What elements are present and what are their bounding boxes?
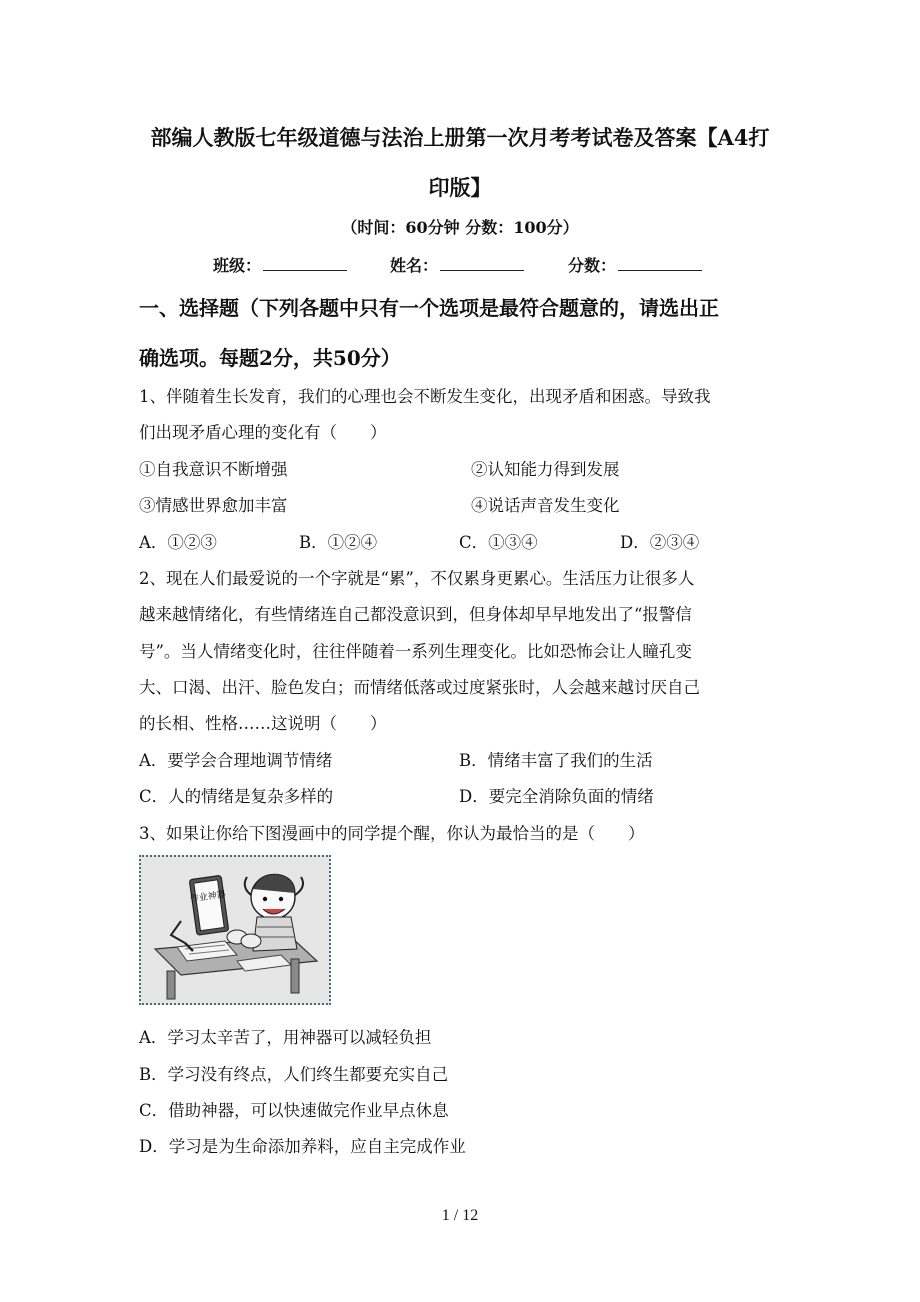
q1-statement-1: ①自我意识不断增强 bbox=[139, 460, 288, 479]
q3-stem: 3、如果让你给下图漫画中的同学提个醒，你认为最恰当的是（ ） bbox=[139, 824, 645, 843]
q1-option-d: D．②③④ bbox=[620, 533, 700, 552]
q1-statement-4: ④说话声音发生变化 bbox=[471, 496, 620, 515]
doc-title-line1: 部编人教版七年级道德与法治上册第一次月考考试卷及答案【A4打 bbox=[150, 125, 770, 150]
q2-stem-line2: 越来越情绪化，有些情绪连自己都没意识到，但身体却早早地发出了“报警信 bbox=[139, 605, 692, 624]
q1-statement-2: ②认知能力得到发展 bbox=[471, 460, 620, 479]
q2-option-d: D．要完全消除负面的情绪 bbox=[459, 787, 654, 806]
cartoon-book-label: 作业神器 bbox=[189, 889, 227, 905]
cartoon-drawing bbox=[141, 857, 329, 1003]
q1-stem-line1: 1、伴随着生长发育，我们的心理也会不断发生变化，出现矛盾和困惑。导致我 bbox=[139, 387, 711, 406]
q1-option-b: B．①②④ bbox=[299, 533, 378, 552]
class-label: 班级： bbox=[213, 256, 262, 275]
q1-statement-3: ③情感世界愈加丰富 bbox=[139, 496, 288, 515]
q3-option-d: D．学习是为生命添加养料，应自主完成作业 bbox=[139, 1137, 466, 1156]
name-field bbox=[390, 253, 524, 276]
q3-option-c: C．借助神器，可以快速做完作业早点休息 bbox=[139, 1101, 449, 1120]
name-label: 姓名： bbox=[390, 256, 439, 275]
section1-heading-line1: 一、选择题（下列各题中只有一个选项是最符合题意的，请选出正 bbox=[139, 296, 719, 320]
q2-option-c: C．人的情绪是复杂多样的 bbox=[139, 787, 334, 806]
exam-meta: （时间：60分钟 分数：100分） bbox=[341, 218, 579, 237]
score-field bbox=[568, 253, 702, 276]
q3-option-a: A．学习太辛苦了，用神器可以减轻负担 bbox=[139, 1028, 432, 1047]
page-number: 1 / 12 bbox=[441, 1207, 479, 1224]
score-label: 分数： bbox=[568, 256, 617, 275]
name-blank bbox=[440, 256, 524, 271]
homework-cartoon-image bbox=[139, 855, 331, 1005]
q2-option-a: A．要学会合理地调节情绪 bbox=[139, 751, 333, 770]
section1-heading-line2: 确选项。每题2分，共50分） bbox=[139, 346, 401, 370]
q1-option-a: A．①②③ bbox=[139, 533, 217, 552]
q3-option-b: B．学习没有终点，人们终生都要充实自己 bbox=[139, 1065, 449, 1084]
q2-stem-line5: 的长相、性格……这说明（ ） bbox=[139, 714, 387, 733]
q2-stem-line3: 号”。当人情绪变化时，往往伴随着一系列生理变化。比如恐怖会让人瞳孔变 bbox=[139, 642, 692, 661]
score-blank bbox=[618, 256, 702, 271]
class-field bbox=[213, 253, 347, 276]
q1-option-c: C．①③④ bbox=[459, 533, 538, 552]
q1-stem-line2: 们出现矛盾心理的变化有（ ） bbox=[139, 423, 387, 442]
q2-option-b: B．情绪丰富了我们的生活 bbox=[459, 751, 653, 770]
class-blank bbox=[263, 256, 347, 271]
doc-title-line2: 印版】 bbox=[428, 175, 492, 200]
q2-stem-line1: 2、现在人们最爱说的一个字就是“累”，不仅累身更累心。生活压力让很多人 bbox=[139, 569, 695, 588]
q2-stem-line4: 大、口渴、出汗、脸色发白；而情绪低落或过度紧张时，人会越来越讨厌自己 bbox=[139, 678, 700, 697]
